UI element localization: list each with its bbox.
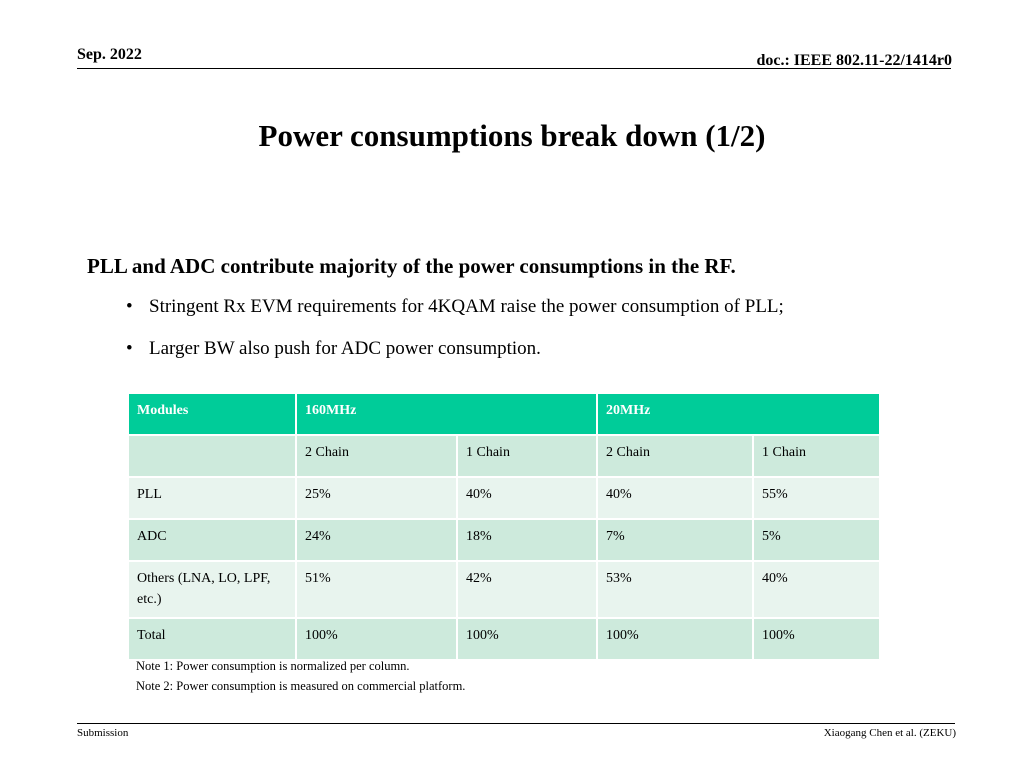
table-cell: 7%	[597, 519, 753, 561]
bullet-list	[126, 296, 784, 380]
table-cell: 24%	[296, 519, 457, 561]
bullet-icon: •	[126, 296, 133, 317]
table-cell: 18%	[457, 519, 597, 561]
table-header-cell: 160MHz	[296, 393, 597, 435]
footer-authors: Xiaogang Chen et al. (ZEKU)	[823, 727, 956, 739]
table-cell: 42%	[457, 561, 597, 618]
table-header-row	[128, 393, 880, 435]
header-date: Sep. 2022	[77, 46, 142, 63]
note-1: Note 1: Power consumption is normalized per column.	[136, 659, 410, 673]
table-row	[128, 561, 880, 618]
header-doc-id: doc.: IEEE 802.11-22/1414r0	[756, 52, 952, 69]
table-cell: 2 Chain	[296, 435, 457, 477]
table-cell: 100%	[753, 618, 880, 660]
table-cell: 53%	[597, 561, 753, 618]
table-cell: 2 Chain	[597, 435, 753, 477]
slide-title: Power consumptions break down (1/2)	[258, 118, 766, 153]
lead-statement: PLL and ADC contribute majority of the power consumptions in the RF.	[87, 254, 736, 278]
table-cell: 40%	[597, 477, 753, 519]
table-cell	[128, 435, 296, 477]
table-cell: 1 Chain	[457, 435, 597, 477]
table-cell: Others (LNA, LO, LPF, etc.)	[128, 561, 296, 618]
table-subheader-row	[128, 435, 880, 477]
table-notes	[136, 656, 465, 696]
table-header-cell: Modules	[128, 393, 296, 435]
table-cell: 40%	[753, 561, 880, 618]
table-cell: 40%	[457, 477, 597, 519]
table-cell: 5%	[753, 519, 880, 561]
table-header-cell: 20MHz	[597, 393, 880, 435]
table-cell: 55%	[753, 477, 880, 519]
table-cell: 100%	[457, 618, 597, 660]
table-cell: ADC	[128, 519, 296, 561]
header-divider	[77, 68, 951, 69]
bullet-icon: •	[126, 338, 133, 359]
bullet-item	[126, 296, 784, 317]
table-cell: 25%	[296, 477, 457, 519]
table-row	[128, 519, 880, 561]
bullet-item	[126, 338, 784, 359]
table-cell: PLL	[128, 477, 296, 519]
table-cell: 51%	[296, 561, 457, 618]
table-cell: 1 Chain	[753, 435, 880, 477]
power-breakdown-table	[127, 392, 881, 661]
table-cell: 100%	[296, 618, 457, 660]
table-cell: Total	[128, 618, 296, 660]
table-row	[128, 618, 880, 660]
footer-submission: Submission	[77, 727, 129, 739]
table-cell: 100%	[597, 618, 753, 660]
table-row	[128, 477, 880, 519]
bullet-text: Stringent Rx EVM requirements for 4KQAM raise the power consumption of PLL;	[149, 296, 784, 317]
footer-divider	[77, 723, 955, 724]
note-2: Note 2: Power consumption is measured on commercial platform.	[136, 679, 466, 693]
bullet-text: Larger BW also push for ADC power consumption.	[149, 338, 541, 359]
